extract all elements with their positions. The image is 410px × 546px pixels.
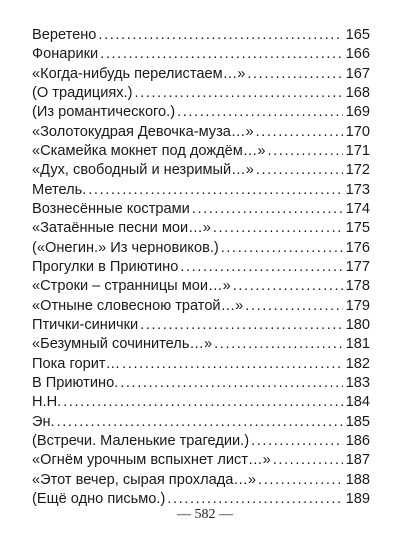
toc-entry <box>32 45 370 64</box>
toc-entry-title: Н.Н. <box>32 394 62 411</box>
toc-entry <box>32 316 370 335</box>
toc-entry <box>32 219 370 238</box>
toc-entry <box>32 258 370 277</box>
toc-entry-title: Метель. <box>32 181 87 198</box>
toc-entry-title: «Строки – странницы мои…» <box>32 278 231 295</box>
dot-leader <box>177 103 343 122</box>
toc-entry <box>32 161 370 180</box>
toc-entry-page-number: 182 <box>345 355 370 372</box>
toc-entry-title: «Этот вечер, сырая прохлада…» <box>32 471 257 488</box>
toc-entry-page-number: 166 <box>345 46 370 63</box>
toc-entry-title: Веретено <box>32 27 97 43</box>
toc-entry-title: «Отныне словесною тратой…» <box>32 297 244 314</box>
toc-entry-page-number: 165 <box>345 27 370 43</box>
toc-entry <box>32 335 370 354</box>
dot-leader <box>98 26 342 45</box>
toc-entry-page-number: 171 <box>345 142 370 159</box>
page-number: — 582 — <box>177 507 233 522</box>
toc-entry-title: (Встречи. Маленькие трагедии.) <box>32 432 250 449</box>
toc-entry <box>32 277 370 296</box>
toc-entry <box>32 65 370 84</box>
toc-entry-page-number: 183 <box>345 374 370 391</box>
dot-leader <box>120 374 342 393</box>
toc-entry-page-number: 189 <box>345 490 370 507</box>
toc-entry-page-number: 185 <box>345 413 370 430</box>
toc-entry-page-number: 173 <box>345 181 370 198</box>
dot-leader <box>180 258 342 277</box>
toc-entry-page-number: 175 <box>345 220 370 237</box>
toc-entry-title: «Золотокудрая Девочка-муза…» <box>32 123 254 140</box>
toc-entry <box>32 432 370 451</box>
dot-leader <box>247 65 342 84</box>
toc-entry <box>32 103 370 122</box>
toc-entry-title: (О традициях.) <box>32 84 133 101</box>
dot-leader <box>140 316 343 335</box>
toc-entry-title: «Дух, свободный и незримый…» <box>32 162 254 179</box>
toc-entry-title: Эн. <box>32 413 55 430</box>
toc-entry-title: Вознесённые кострами <box>32 200 190 217</box>
toc-entry-page-number: 168 <box>345 84 370 101</box>
toc-entry <box>32 200 370 219</box>
dot-leader <box>214 335 342 354</box>
toc-entry-page-number: 178 <box>345 278 370 295</box>
toc-entry-page-number: 186 <box>345 432 370 449</box>
toc-entry-page-number: 179 <box>345 297 370 314</box>
toc-entry-title: («Онегин.» Из черновиков.) <box>32 239 219 256</box>
dot-leader <box>251 432 343 451</box>
toc-entry-title: (Ещё одно письмо.) <box>32 490 166 507</box>
dot-leader <box>192 200 343 219</box>
toc-entry <box>32 393 370 412</box>
dot-leader <box>100 45 342 64</box>
toc-entry-page-number: 167 <box>345 65 370 82</box>
toc-entry <box>32 26 370 45</box>
toc-entry-page-number: 181 <box>345 336 370 353</box>
toc-entry <box>32 239 370 258</box>
dot-leader <box>258 471 343 490</box>
toc-entry <box>32 142 370 161</box>
dot-leader <box>256 123 343 142</box>
toc-entry-page-number: 172 <box>345 162 370 179</box>
dot-leader <box>134 84 342 103</box>
toc-entry <box>32 123 370 142</box>
toc-entry-page-number: 176 <box>345 239 370 256</box>
toc-entry <box>32 181 370 200</box>
dot-leader <box>88 181 342 200</box>
dot-leader <box>245 297 342 316</box>
dot-leader <box>122 355 342 374</box>
toc-entry-page-number: 169 <box>345 104 370 121</box>
toc-entry-title: «Скамейка мокнет под дождём…» <box>32 142 266 159</box>
toc-entry-title: «Затаённые песни мои…» <box>32 220 211 237</box>
dot-leader <box>213 219 343 238</box>
toc-entry-title: Фонарики <box>32 46 99 63</box>
toc-entry <box>32 84 370 103</box>
dot-leader <box>256 161 343 180</box>
table-of-contents <box>32 26 370 509</box>
toc-entry-title: Прогулки в Приютино <box>32 258 179 275</box>
toc-entry-page-number: 170 <box>345 123 370 140</box>
toc-entry-page-number: 174 <box>345 200 370 217</box>
dot-leader <box>233 277 343 296</box>
toc-entry-title: «Безумный сочинитель…» <box>32 336 213 353</box>
toc-entry-title: (Из романтического.) <box>32 104 176 121</box>
toc-entry <box>32 297 370 316</box>
toc-entry-page-number: 177 <box>345 258 370 275</box>
toc-entry <box>32 413 370 432</box>
toc-entry <box>32 471 370 490</box>
dot-leader <box>57 413 343 432</box>
toc-entry-page-number: 188 <box>345 471 370 488</box>
toc-entry-page-number: 187 <box>345 452 370 469</box>
toc-entry-title: Пока горит… <box>32 355 121 372</box>
dot-leader <box>273 451 343 470</box>
toc-entry-title: «Когда-нибудь перелистаем…» <box>32 65 246 82</box>
toc-entry <box>32 451 370 470</box>
toc-entry <box>32 374 370 393</box>
dot-leader <box>221 239 343 258</box>
toc-entry-title: «Огнём урочным вспыхнет лист…» <box>32 452 271 469</box>
toc-entry-title: В Приютино. <box>32 374 119 391</box>
toc-entry <box>32 355 370 374</box>
dot-leader <box>268 142 343 161</box>
toc-entry-title: Птички-синички <box>32 316 139 333</box>
toc-entry-page-number: 180 <box>345 316 370 333</box>
dot-leader <box>63 393 342 412</box>
toc-entry-page-number: 184 <box>345 394 370 411</box>
